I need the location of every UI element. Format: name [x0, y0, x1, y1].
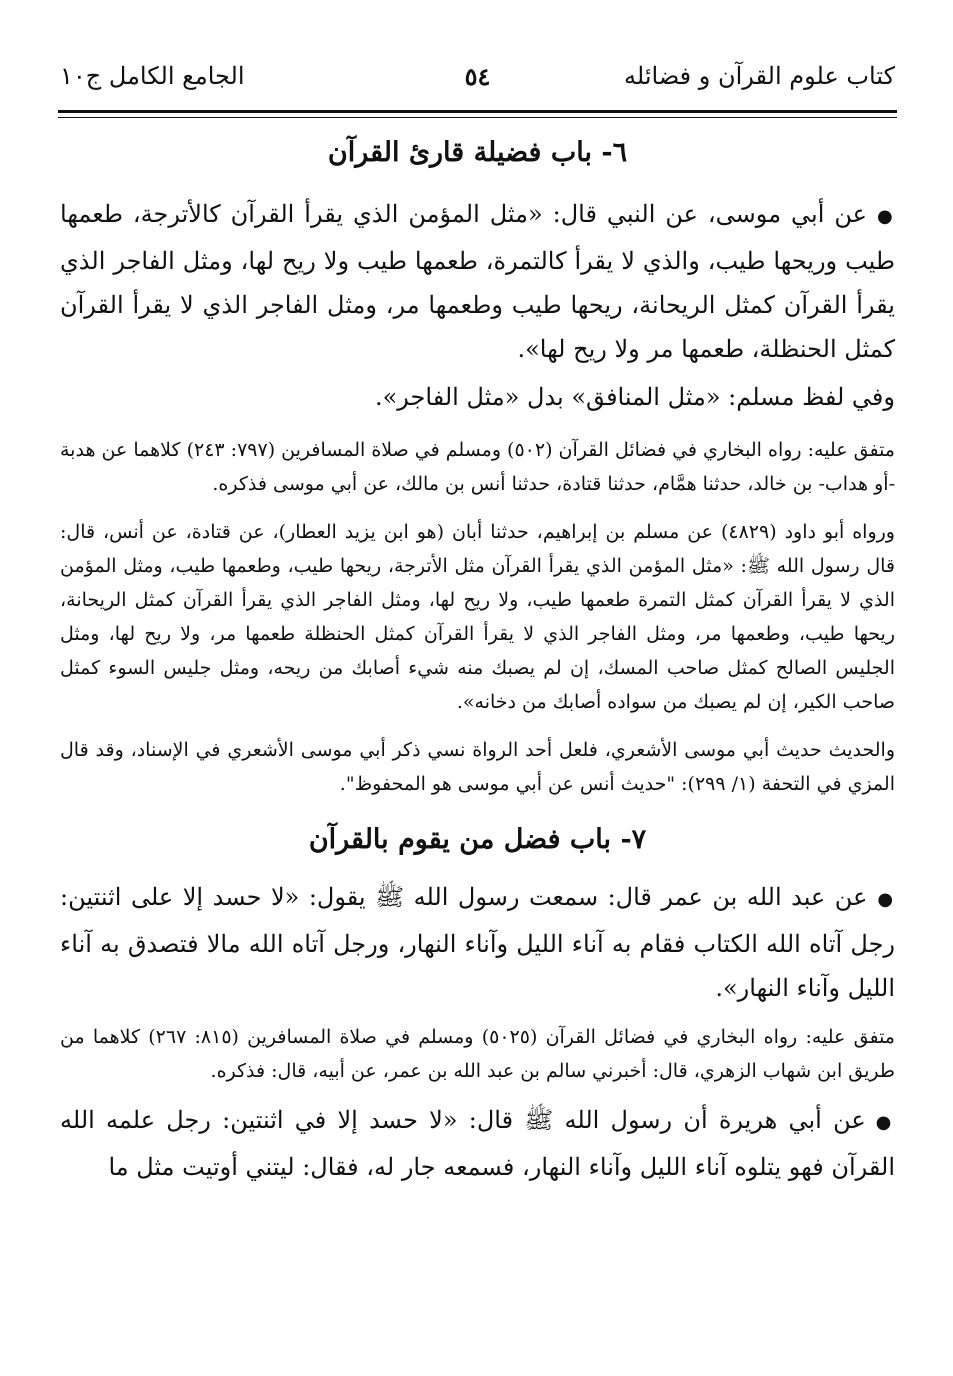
bullet-icon: ● — [877, 889, 895, 910]
series-title: الجامع الكامل ج١٠ — [60, 62, 245, 90]
header-rule-thin — [58, 117, 897, 118]
hadith-text: عن أبي هريرة أن رسول الله ﷺ قال: «لا حسد إلا في اثنتين: رجل علمه الله القرآن فهو يتلوه آناء الليل وآناء النهار، فسمعه جار له، فقال: ليتني أوتيت مثل ما — [60, 1106, 895, 1181]
section-heading-7: ٧- باب فضل من يقوم بالقرآن — [308, 824, 647, 855]
page-body — [60, 128, 895, 1189]
header-rule-thick — [58, 110, 897, 113]
hadith-paragraph — [60, 192, 895, 371]
hadith-text: عن عبد الله بن عمر قال: سمعت رسول الله ﷺ يقول: «لا حسد إلا على اثنتين: رجل آتاه الله الكتاب فقام به آناء الليل وآناء النهار، ورجل آتاه الله مالا فتصدق به آناء الليل وآناء النهار». — [60, 883, 895, 1002]
takhrij-note: متفق عليه: رواه البخاري في فضائل القرآن (٥٠٢) ومسلم في صلاة المسافرين (٧٩٧: ٢٤٣) كلاهما عن هدبة -أو هداب- بن خالد، حدثنا همَّام، حدثنا قتادة، حدثنا أنس بن مالك، عن أبي موسى فذكره. — [60, 439, 895, 495]
book-title: كتاب علوم القرآن و فضائله — [624, 62, 895, 90]
bullet-icon: ● — [876, 206, 895, 227]
takhrij-note: متفق عليه: رواه البخاري في فضائل القرآن (٥٠٢٥) ومسلم في صلاة المسافرين (٨١٥: ٢٦٧) كلاهما من طريق ابن شهاب الزهري، قال: أخبرني سالم بن عبد الله بن عمر، عن أبيه، قال: فذكره. — [60, 1026, 895, 1082]
section-heading-6: ٦- باب فضيلة قارئ القرآن — [327, 137, 628, 168]
muslim-wording: وفي لفظ مسلم: «مثل المنافق» بدل «مثل الفاجر». — [374, 383, 895, 411]
hadith-text: عن أبي موسى، عن النبي قال: «مثل المؤمن الذي يقرأ القرآن كالأترجة، طعمها طيب وريحها طيب، والذي لا يقرأ كالتمرة، طعمها طيب ولا ريح لها، ومثل الفاجر الذي يقرأ القرآن كمثل الريحانة، ريحها طيب وطعمها مر، ومثل الفاجر الذي لا يقرأ القرآن كمثل الحنظلة، طعمها مر ولا ريح لها». — [60, 200, 896, 363]
hadith-paragraph — [60, 875, 895, 1010]
takhrij-note: ورواه أبو داود (٤٨٢٩) عن مسلم بن إبراهيم، حدثنا أبان (هو ابن يزيد العطار)، عن قتادة، عن أنس، قال: قال رسول الله ﷺ: «مثل المؤمن الذي يقرأ القرآن مثل الأترجة، ريحها طيب، وطعمها طيب، ومثل المؤمن الذي لا يقرأ القرآن كمثل التمرة طعمها طيب، ولا ريح لها، ومثل الفاجر الذي يقرأ القرآن كمثل الريحانة، ريحها طيب، وطعمها مر، ومثل الفاجر الذي لا يقرأ القرآن كمثل الحنظلة طعمها مر، ولا ريح لها، ومثل الجليس الصالح كمثل صاحب المسك، إن لم يصبك منه شيء أصابك من ريحه، ومثل جليس السوء كمثل صاحب الكير، إن لم يصبك من سواده أصابك من دخانه». — [60, 521, 895, 713]
takhrij-note: والحديث حديث أبي موسى الأشعري، فلعل أحد الرواة نسي ذكر أبي موسى الأشعري في الإسناد، وقد قال المزي في التحفة (١/ ٢٩٩): "حديث أنس عن أبي موسى هو المحفوظ". — [60, 739, 895, 795]
hadith-paragraph — [60, 1098, 895, 1189]
bullet-icon: ● — [875, 1112, 895, 1133]
page-number: ٥٤ — [464, 62, 491, 91]
running-header — [60, 62, 895, 106]
